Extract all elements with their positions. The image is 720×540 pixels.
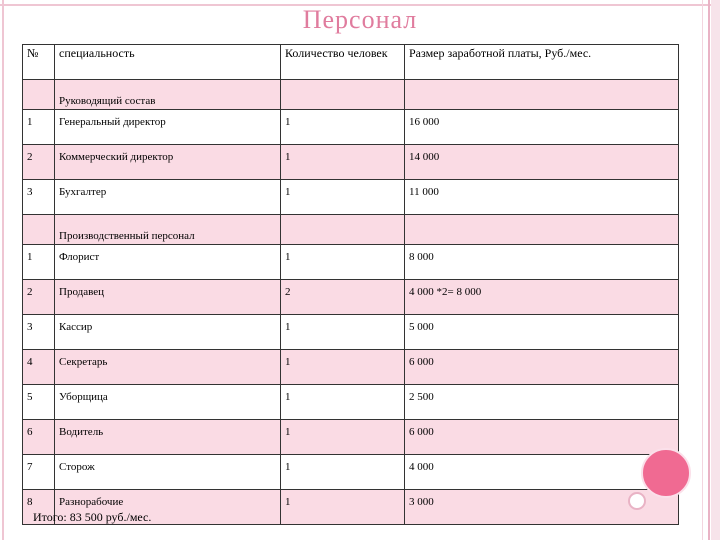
- row-number: 3: [23, 315, 55, 350]
- row-number: 1: [23, 110, 55, 145]
- row-number: 1: [23, 245, 55, 280]
- row-salary: 14 000: [405, 145, 679, 180]
- row-salary: 3 000: [405, 490, 679, 525]
- row-specialty: Секретарь: [55, 350, 281, 385]
- row-number: 7: [23, 455, 55, 490]
- row-count: 1: [281, 245, 405, 280]
- frame-right-line: [708, 0, 710, 540]
- row-specialty: Уборщица: [55, 385, 281, 420]
- section-row: [23, 215, 679, 245]
- staff-table-body: [23, 45, 679, 525]
- row-specialty: Кассир: [55, 315, 281, 350]
- row-count: 1: [281, 420, 405, 455]
- row-specialty: Флорист: [55, 245, 281, 280]
- section-title: Руководящий состав: [55, 80, 281, 110]
- row-specialty: Бухгалтер: [55, 180, 281, 215]
- section-title: Производственный персонал: [55, 215, 281, 245]
- table-row: [23, 145, 679, 180]
- staff-table: [22, 44, 679, 525]
- row-salary: 8 000: [405, 245, 679, 280]
- row-specialty: Разнорабочие: [55, 490, 281, 525]
- section-salary-cell: [405, 215, 679, 245]
- section-count-cell: [281, 80, 405, 110]
- row-salary: 6 000: [405, 350, 679, 385]
- row-count: 1: [281, 350, 405, 385]
- table-row: [23, 350, 679, 385]
- row-specialty: Коммерческий директор: [55, 145, 281, 180]
- row-salary: 5 000: [405, 315, 679, 350]
- table-row: [23, 455, 679, 490]
- frame-left-line: [2, 0, 4, 540]
- row-count: 1: [281, 385, 405, 420]
- row-count: 1: [281, 315, 405, 350]
- section-number-cell: [23, 80, 55, 110]
- row-number: 6: [23, 420, 55, 455]
- row-salary: 4 000: [405, 455, 679, 490]
- row-count: 1: [281, 110, 405, 145]
- row-salary: 16 000: [405, 110, 679, 145]
- table-row: [23, 110, 679, 145]
- row-salary: 6 000: [405, 420, 679, 455]
- decorative-small-circle: [628, 492, 646, 510]
- decorative-pink-circle: [641, 448, 691, 498]
- row-number: 3: [23, 180, 55, 215]
- row-salary: 4 000 *2= 8 000: [405, 280, 679, 315]
- table-row: [23, 280, 679, 315]
- header-count: Количество человек: [281, 45, 405, 80]
- row-count: 1: [281, 455, 405, 490]
- section-count-cell: [281, 215, 405, 245]
- row-number: 2: [23, 280, 55, 315]
- section-row: [23, 80, 679, 110]
- row-specialty: Водитель: [55, 420, 281, 455]
- row-number: 4: [23, 350, 55, 385]
- frame-right-strip: [711, 0, 720, 540]
- row-salary: 2 500: [405, 385, 679, 420]
- total-summary: Итого: 83 500 руб./мес.: [33, 510, 152, 524]
- row-count: 1: [281, 145, 405, 180]
- table-row: [23, 315, 679, 350]
- row-count: 1: [281, 490, 405, 525]
- table-header-row: [23, 45, 679, 80]
- table-row: [23, 245, 679, 280]
- row-specialty: Генеральный директор: [55, 110, 281, 145]
- row-specialty: Сторож: [55, 455, 281, 490]
- table-row: [23, 385, 679, 420]
- header-number: №: [23, 45, 55, 80]
- row-number: 5: [23, 385, 55, 420]
- row-number: 8: [23, 490, 55, 525]
- row-number: 2: [23, 145, 55, 180]
- row-count: 1: [281, 180, 405, 215]
- table-row: [23, 420, 679, 455]
- frame-right-inner-line: [702, 0, 703, 540]
- header-specialty: специальность: [55, 45, 281, 80]
- table-row: [23, 180, 679, 215]
- section-number-cell: [23, 215, 55, 245]
- header-salary: Размер заработной платы, Руб./мес.: [405, 45, 679, 80]
- page-title: Персонал: [302, 5, 418, 34]
- row-salary: 11 000: [405, 180, 679, 215]
- row-specialty: Продавец: [55, 280, 281, 315]
- section-salary-cell: [405, 80, 679, 110]
- row-count: 2: [281, 280, 405, 315]
